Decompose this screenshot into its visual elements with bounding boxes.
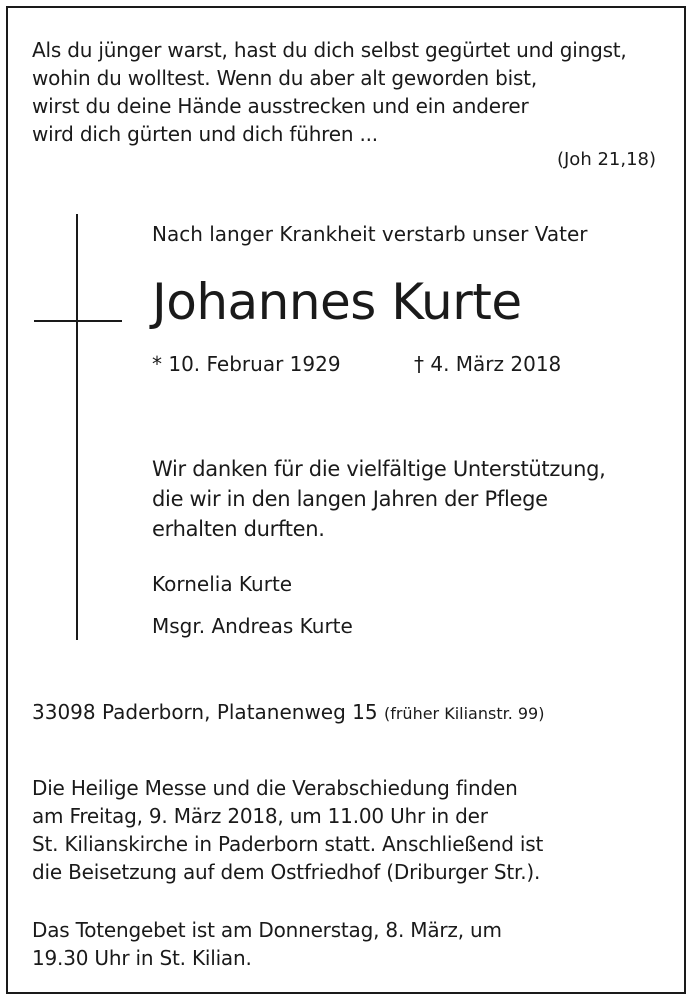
verse-line: wohin du wolltest. Wenn du aber alt geworden bist, (32, 66, 537, 90)
thanks-text (152, 454, 672, 544)
prayer-line: 19.30 Uhr in St. Kilian. (32, 946, 252, 970)
intro-text: Nach langer Krankheit verstarb unser Vater (152, 222, 588, 246)
verse-reference: (Joh 21,18) (556, 149, 656, 170)
verse-line: Als du jünger warst, hast du dich selbst gegürtet und gingst, (32, 38, 627, 62)
death-date: † 4. März 2018 (414, 352, 562, 376)
prayer-info (32, 916, 672, 972)
obituary-notice (6, 6, 686, 994)
address-main: 33098 Paderborn, Platanenweg 15 (32, 700, 378, 724)
verse-line: wirst du deine Hände ausstrecken und ein anderer (32, 94, 529, 118)
mass-line: die Beisetzung auf dem Ostfriedhof (Driburger Str.). (32, 860, 541, 884)
bible-verse (32, 36, 672, 148)
mass-line: St. Kilianskirche in Paderborn statt. Anschließend ist (32, 832, 544, 856)
mass-line: am Freitag, 9. März 2018, um 11.00 Uhr in der (32, 804, 488, 828)
thanks-line: erhalten durften. (152, 517, 325, 541)
mass-line: Die Heilige Messe und die Verabschiedung finden (32, 776, 518, 800)
cross-icon-vertical (76, 214, 78, 640)
verse-line: wird dich gürten und dich führen ... (32, 122, 378, 146)
cross-icon-horizontal (34, 320, 122, 322)
address (32, 698, 544, 728)
deceased-name: Johannes Kurte (152, 273, 522, 331)
address-former: (früher Kilianstr. 99) (383, 704, 545, 723)
birth-date: * 10. Februar 1929 (152, 352, 341, 376)
signatory: Msgr. Andreas Kurte (152, 614, 353, 638)
thanks-line: die wir in den langen Jahren der Pflege (152, 487, 548, 511)
mass-info (32, 774, 672, 886)
prayer-line: Das Totengebet ist am Donnerstag, 8. März, um (32, 918, 502, 942)
thanks-line: Wir danken für die vielfältige Unterstützung, (152, 457, 606, 481)
signatory: Kornelia Kurte (152, 572, 293, 596)
